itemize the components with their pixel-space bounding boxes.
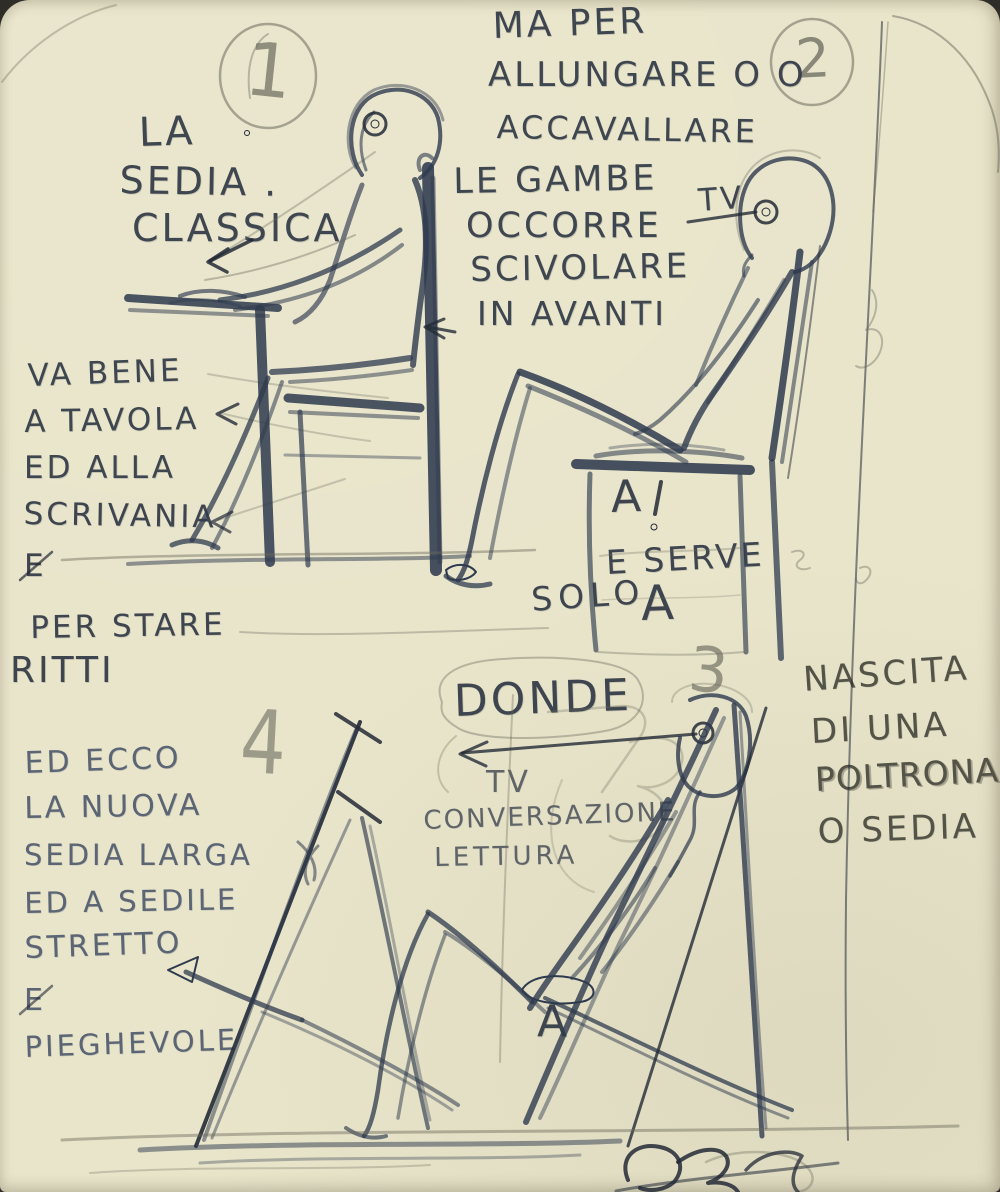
left-note-line-5: E <box>24 548 47 584</box>
top-note-line-3: ACCAVALLARE <box>496 108 759 151</box>
right-note-line-1: NASCITA <box>802 648 971 700</box>
donde-label: DONDE <box>453 669 633 727</box>
figure2-seat-a-label: A <box>610 470 645 523</box>
top-note-line-5: OCCORRE <box>466 206 662 246</box>
center-tv-label: TV <box>486 765 531 800</box>
signature-scribble <box>616 1146 838 1192</box>
bottom-left-note-line-2: LA NUOVA <box>24 787 203 826</box>
bottom-left-note-line-5: STRETTO <box>24 925 184 966</box>
serve-note-line-2-a: A <box>640 574 678 632</box>
marker-3: 3 <box>685 632 735 709</box>
marker-4: 4 <box>237 690 292 796</box>
bottom-left-note-line-7: PIEGHEVOLE <box>24 1022 239 1064</box>
top-note-line-7: IN AVANTI <box>477 294 667 333</box>
top-note-line-6: SCIVOLARE <box>470 246 691 290</box>
use-note-line-2: LETTURA <box>434 840 579 873</box>
serve-note-line-2: SOLO <box>530 572 647 619</box>
title-line-2: SEDIA . <box>119 158 280 205</box>
left-note-line-7: RITTI <box>10 650 115 691</box>
marker-1: 1 <box>241 26 300 117</box>
marker-2: 2 <box>794 26 835 91</box>
left-note-line-2: A TAVOLA <box>24 400 200 440</box>
bottom-left-note-line-4: ED A SEDILE <box>24 882 239 920</box>
left-note-line-3: ED ALLA <box>24 450 176 486</box>
left-note-line-4: SCRIVANIA <box>23 496 217 536</box>
bottom-left-note-line-3: SEDIA LARGA <box>24 838 253 872</box>
title-line-1: LA <box>138 108 197 156</box>
figure3-seat-a-label: A <box>537 996 571 1047</box>
bottom-left-note-line-1: ED ECCO <box>24 740 183 781</box>
title-line-3: CLASSICA <box>132 206 343 250</box>
figure2-tv-label: TV <box>697 179 746 219</box>
top-note-line-2: ALLUNGARE O O <box>488 55 807 95</box>
right-note-line-4: O SEDIA <box>817 806 980 852</box>
serve-note-line-1: E SERVE <box>605 534 766 582</box>
top-note-line-1: MA PER <box>492 0 648 47</box>
left-note-line-1: VA BENE <box>27 352 184 394</box>
bottom-left-note-line-6: E <box>24 983 46 1018</box>
right-note-line-2: DI UNA <box>810 704 951 752</box>
top-note-line-4: LE GAMBE <box>453 158 658 202</box>
left-note-line-6: PER STARE <box>30 606 226 646</box>
use-note-line-1: CONVERSAZIONE <box>423 797 677 836</box>
right-note-line-3: POLTRONA <box>814 750 1000 799</box>
